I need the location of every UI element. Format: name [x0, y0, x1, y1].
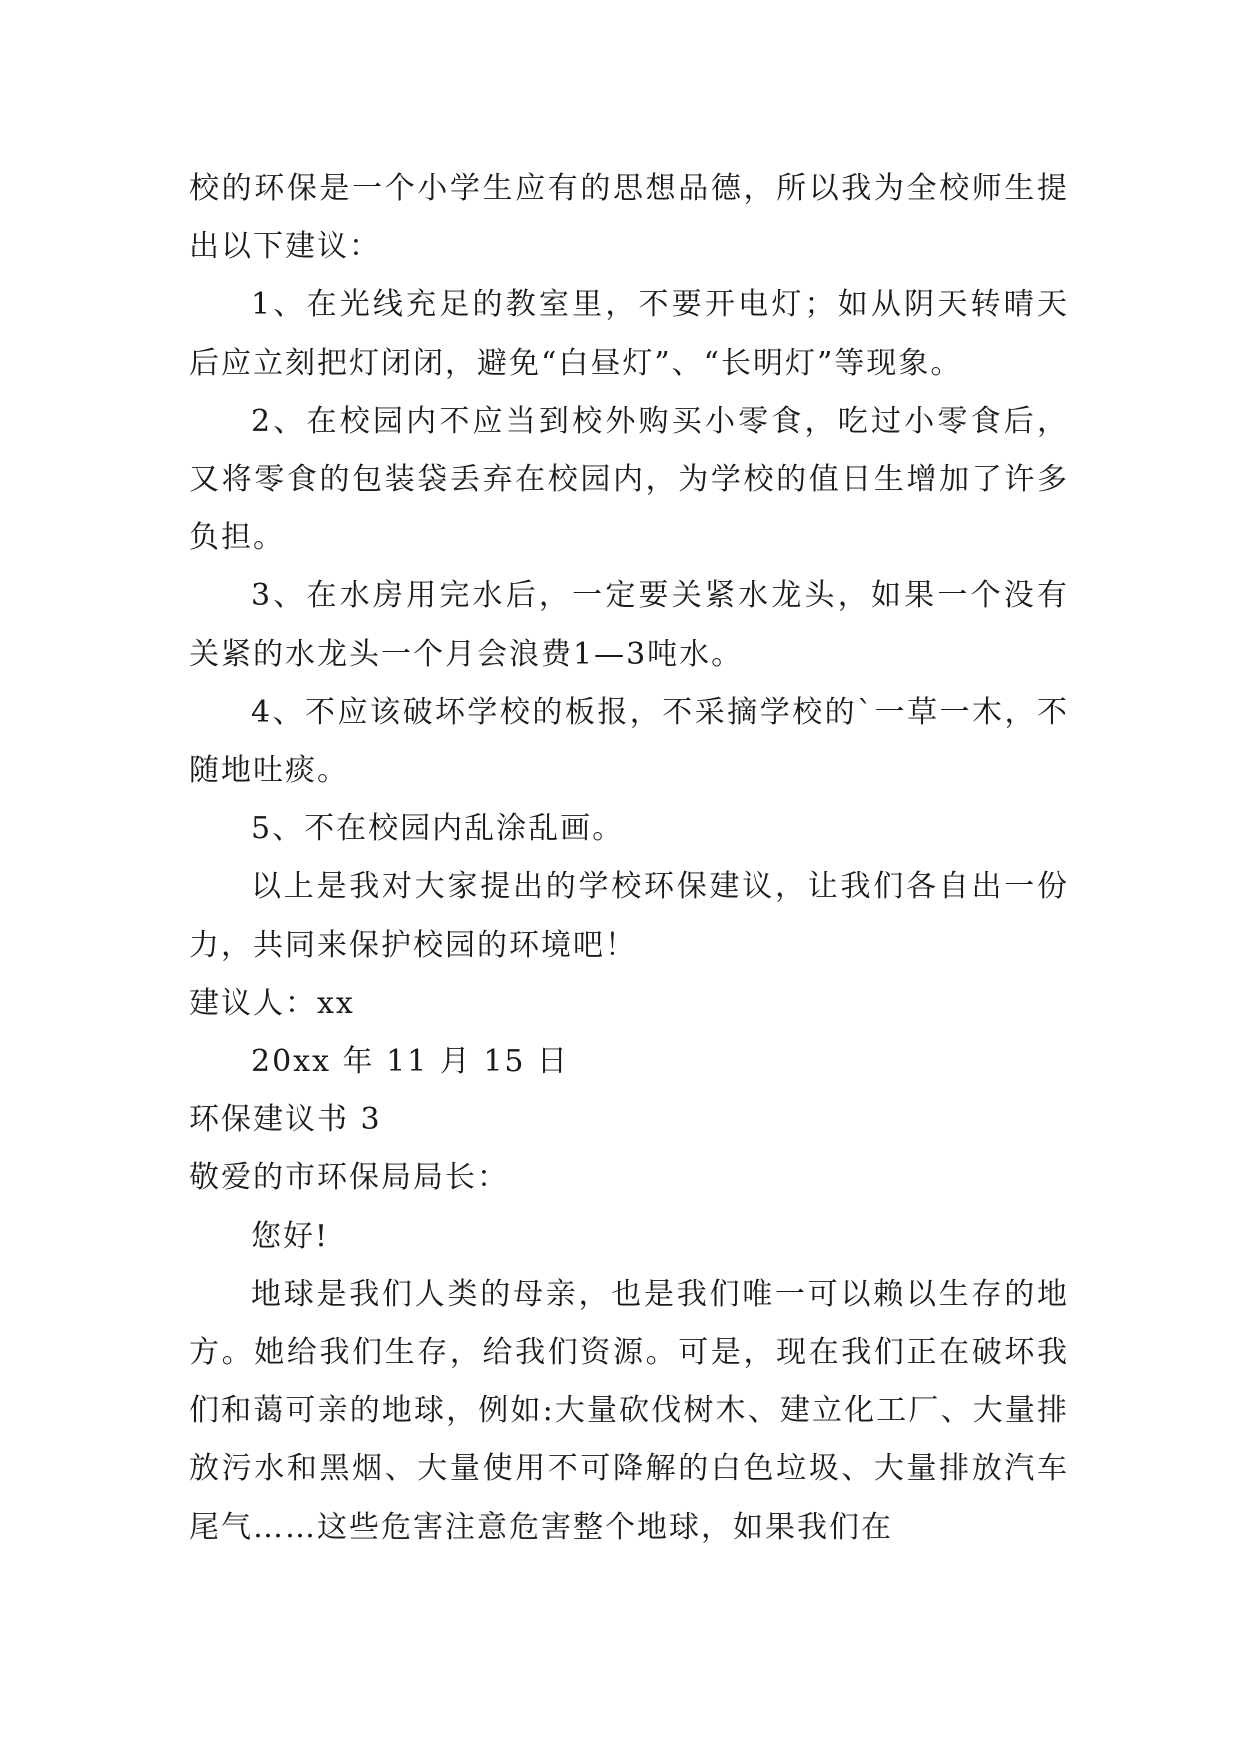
document-body: [189, 160, 1069, 1557]
greeting: 您好!: [251, 1218, 330, 1254]
section-heading: 环保建议书 3: [189, 1102, 382, 1138]
paragraph-body: 地球是我们人类的母亲，也是我们唯一可以赖以生存的地方。她给我们生存，给我们资源。可是，现在我们正在破坏我们和蔼可亲的地球，例如:大量砍伐树木、建立化工厂、大量排放污水和黑烟、大量使用不可降解的白色垃圾、大量排放汽车尾气……这些危害注意危害整个地球，如果我们在: [189, 1276, 1069, 1545]
paragraph-suggestion-4: 4、不应该破坏学校的板报，不采摘学校的`一草一木，不随地吐痰。: [189, 694, 1069, 789]
salutation: 敬爱的市环保局局长：: [189, 1160, 509, 1196]
paragraph-suggestion-5: 5、不在校园内乱涂乱画。: [251, 811, 625, 847]
paragraph-intro: 校的环保是一个小学生应有的思想品德，所以我为全校师生提出以下建议：: [189, 171, 1069, 265]
paragraph-suggestion-1: 1、在光线充足的教室里，不要开电灯；如从阴天转晴天后应立刻把灯闭闭，避免“白昼灯”、“长明灯”等现象。: [189, 287, 1069, 381]
paragraph-conclusion: 以上是我对大家提出的学校环保建议，让我们各自出一份力，共同来保护校园的环境吧！: [189, 869, 1069, 963]
date-line: 20xx 年 11 月 15 日: [251, 1044, 570, 1080]
proposer-line: 建议人：xx: [189, 985, 355, 1021]
paragraph-suggestion-3: 3、在水房用完水后，一定要关紧水龙头，如果一个没有关紧的水龙头一个月会浪费1—3吨水。: [189, 578, 1069, 672]
paragraph-suggestion-2: 2、在校园内不应当到校外购买小零食，吃过小零食后，又将零食的包装袋丢弃在校园内，为学校的值日生增加了许多负担。: [189, 403, 1069, 556]
